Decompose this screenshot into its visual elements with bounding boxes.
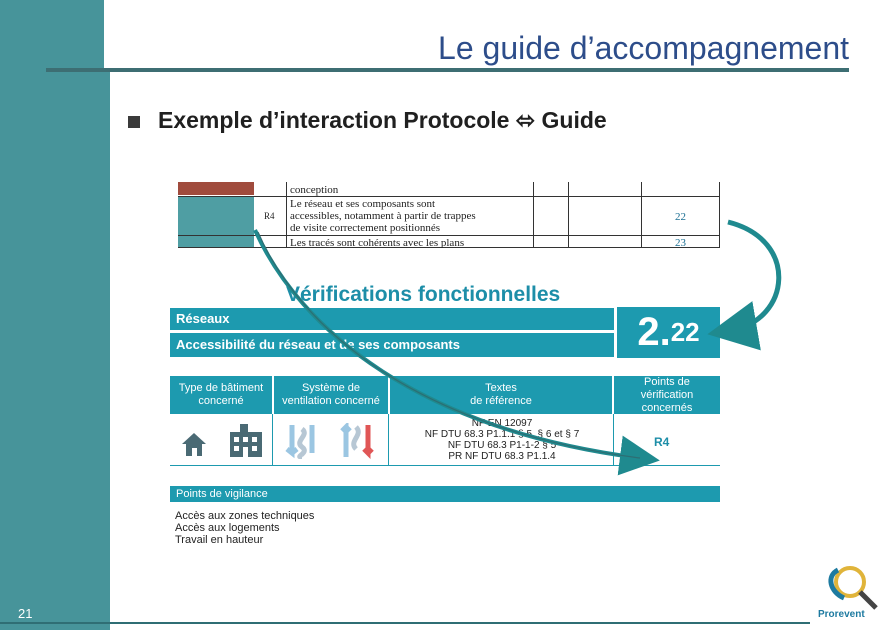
vigilance-title: Points de vigilance	[176, 488, 268, 500]
protocol-row2-code: R4	[264, 211, 275, 221]
header-points: Points de vérification concernés	[614, 376, 720, 414]
vigilance-item: Accès aux zones techniques	[175, 510, 315, 522]
reference-texts: NF EN 12097 NF DTU 68.3 P1.1.1 § 5, § 6 et § 7 NF DTU 68.3 P1-1-2 § 5 PR NF DTU 68.3 P1.1.4	[424, 418, 580, 462]
protocol-row2-line3: de visite correctement positionnés	[290, 222, 440, 234]
fiche-number-major: 2.	[637, 310, 671, 354]
protocol-row2-line2: accessibles, notamment à partir de trappes	[290, 210, 476, 222]
logo-text: Prorevent	[818, 609, 865, 620]
slide-title: Le guide d’accompagnement	[438, 30, 849, 66]
footer-rule	[0, 622, 810, 624]
protocol-row3-text: Les tracés sont cohérents avec les plans	[290, 237, 465, 248]
page-number: 21	[18, 606, 33, 621]
protocol-row3-number: 23	[675, 237, 686, 248]
header-system: Système de ventilation concerné	[274, 376, 388, 414]
fiche-number-minor: 22	[670, 317, 700, 347]
vigilance-item: Travail en hauteur	[175, 534, 264, 546]
header-texts: Textes de référence	[390, 376, 612, 414]
header-building: Type de bâtiment concerné	[170, 376, 272, 414]
protocol-row1-text: conception	[290, 184, 339, 196]
logo-icon	[818, 562, 884, 612]
topic-label: Accessibilité du réseau et de ses composants	[176, 337, 460, 352]
fiche-title: Vérifications fonctionnelles	[286, 283, 561, 306]
slide-subtitle: Exemple d’interaction Protocole ⬄ Guide	[158, 107, 607, 133]
category-label: Réseaux	[176, 311, 230, 326]
protocol-row2-line1: Le réseau et ses composants sont	[290, 198, 436, 210]
protocol-row2-number: 22	[675, 211, 686, 223]
vigilance-item: Accès aux logements	[175, 522, 280, 534]
point-code: R4	[654, 435, 670, 449]
